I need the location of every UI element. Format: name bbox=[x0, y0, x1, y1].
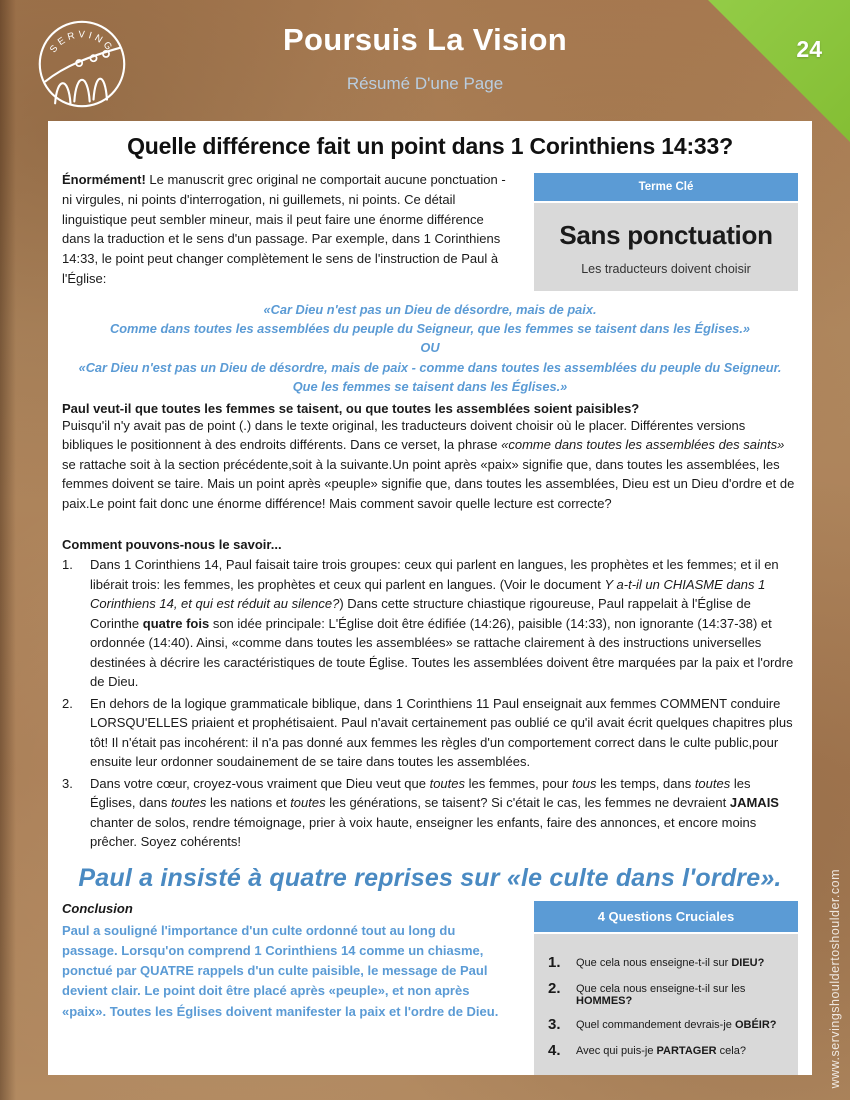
crucial-questions-box bbox=[534, 901, 798, 1075]
conclusion-section bbox=[62, 901, 512, 1075]
question-item bbox=[548, 1042, 788, 1059]
quote-line: Que les femmes se taisent dans les Églises.» bbox=[292, 378, 568, 394]
content-sheet bbox=[48, 121, 812, 1075]
list-item-text: En dehors de la logique grammaticale biblique, dans 1 Corinthiens 11 Paul enseignait aux femmes COMMENT conduire LORSQU'ELLES priaient et prophétisaient. Paul n'avait certainement pas oublié ce qu'il avait écrit quelques chapitres plus tôt! Il n'était pas incohérent: il n'a pas donné aux femmes les règles d'un comportement correct dans le culte public,pour ensuite leur ordonner soudainement de se taire dans toutes les assemblées. bbox=[90, 695, 793, 770]
list-item-text: Dans 1 Corinthiens 14, Paul faisait taire trois groupes: ceux qui parlent en langues, les prophètes et les femmes; et il en libérait trois: les femmes, les prophètes et ceux qui parlent en langues. (Voir le document Y a-t-il un CHIASME dans 1 Corinthiens 14, et qui est réduit au silence?) Dans cette structure chiastique rigoureuse, Paul rappelait à l'Église de Corinthe quatre fois son idée principale: L'Église doit être édifiée (14:26), paisible (14:33), non ignorante (14:37-38) et ordonnée (14:40). Ainsi, «comme dans toutes les assemblées» se rattache clairement à des instructions universelles destinées à décrire les caractéristiques de toute Église. Toutes les assemblées doivent être marquées par la paix et l'ordre de Dieu. bbox=[90, 557, 794, 690]
question-heading: Paul veut-il que toutes les femmes se taisent, ou que toutes les assemblées soient paisibles? bbox=[62, 400, 640, 416]
quote-line-ou: OU bbox=[420, 340, 440, 356]
questions-box-header: 4 Questions Cruciales bbox=[534, 901, 798, 932]
question-number: 4. bbox=[548, 1041, 561, 1059]
question-item bbox=[548, 980, 788, 1007]
intro-paragraph: Énormément! Le manuscrit grec original ne comportait aucune ponctuation - ni virgules, ni points d'interrogation, ni guillemets, ni points. Ce détail linguistique peut sembler mineur, mais il peut faire une énorme différence dans la traduction et le sens d'un passage. Par exemple, dans 1 Corinthiens 14:33, le point peut changer complètement le sens de l'instruction de Paul à l'Église: bbox=[62, 172, 506, 286]
key-term-box bbox=[534, 173, 798, 291]
list-item-number: 3. bbox=[62, 775, 73, 791]
key-term-box-header: Terme Clé bbox=[534, 173, 798, 201]
question-item bbox=[548, 1016, 788, 1033]
document-title: Quelle différence fait un point dans 1 Corinthiens 14:33? bbox=[127, 133, 733, 159]
quote-line: Comme dans toutes les assemblées du peuple du Seigneur, que les femmes se taisent dans les Églises.» bbox=[109, 321, 751, 337]
question-text: Que cela nous enseigne-t-il sur DIEU? bbox=[576, 956, 765, 969]
big-blue-heading: Paul a insisté à quatre reprises sur «le culte dans l'ordre». bbox=[78, 863, 782, 892]
page-title: Poursuis La Vision bbox=[283, 22, 567, 57]
question-number: 2. bbox=[548, 979, 561, 997]
question-text: Quel commandement devrais-je OBÉIR? bbox=[576, 1018, 777, 1031]
questions-list bbox=[548, 954, 788, 1059]
how-know-heading: Comment pouvons-nous le savoir... bbox=[62, 537, 282, 553]
list-item-number: 1. bbox=[62, 557, 73, 573]
website-url-vertical: www.servingshouldertoshoulder.com bbox=[828, 868, 842, 1088]
svg-text:SERVING: SERVING bbox=[47, 29, 117, 56]
list-item bbox=[62, 555, 798, 692]
quote-line: «Car Dieu n'est pas un Dieu de désordre, mais de paix - comme dans toutes les assemblées du peuple du Seigneur. bbox=[78, 359, 782, 375]
reasons-list bbox=[62, 555, 798, 852]
list-item-number: 2. bbox=[62, 695, 73, 711]
question-number: 1. bbox=[548, 953, 561, 971]
question-number: 3. bbox=[548, 1015, 561, 1033]
question-text: Avec qui puis-je PARTAGER cela? bbox=[576, 1044, 746, 1057]
conclusion-text: Paul a souligné l'importance d'un culte ordonné tout au long du passage. Lorsqu'on comprend 1 Corinthiens 14 comme un chiasme, ponctué par QUATRE rappels d'un culte paisible, le message de Paul devient clair. Le point doit être placé après «peuple», et non après «paix». Toutes les Églises doivent manifester la paix et l'ordre de Dieu. bbox=[62, 922, 499, 1019]
key-term-subtitle: Les traducteurs doivent choisir bbox=[581, 262, 751, 276]
key-term-box-body bbox=[534, 203, 798, 291]
bottom-row bbox=[62, 901, 798, 1075]
list-item bbox=[62, 774, 798, 852]
scripture-quote-block bbox=[62, 300, 798, 396]
list-item-text: Dans votre cœur, croyez-vous vraiment que Dieu veut que toutes les femmes, pour tous les temps, dans toutes les Églises, dans toutes les nations et toutes les générations, se taisent? Si c'était le cas, les femmes ne devraient JAMAIS chanter de solos, rendre témoignage, prier à voix haute, enseigner les enfants, faire des annonces, et encore moins prêcher. Soyez cohérents! bbox=[90, 775, 779, 850]
question-text: Que cela nous enseigne-t-il sur les HOMMES? bbox=[576, 982, 746, 1007]
intro-row bbox=[62, 170, 798, 291]
questions-box-body bbox=[534, 934, 798, 1075]
question-item bbox=[548, 954, 788, 971]
list-item bbox=[62, 694, 798, 772]
page-number: 24 bbox=[796, 36, 822, 62]
quote-line: «Car Dieu n'est pas un Dieu de désordre, mais de paix. bbox=[263, 302, 597, 317]
explanation-paragraph: Puisqu'il n'y avait pas de point (.) dans le texte original, les traducteurs doivent choisir où le placer. Différentes versions bibliques le positionnent à des endroits différents. Dans ce verset, la phrase «comme dans toutes les assemblées des saints» se rattache soit à la section précédente,soit à la suivante.Un point après «paix» signifie que, dans toutes les assemblées, les femmes doivent se taire. Mais un point après «peuple» signifie que, dans toutes les assemblées, Dieu est un Dieu d'ordre et de paix.Le point fait donc une énorme différence! Mais comment savoir quelle lecture est correcte? bbox=[62, 417, 795, 511]
key-term-value: Sans ponctuation bbox=[559, 220, 773, 250]
page-subtitle: Résumé D'une Page bbox=[346, 74, 504, 93]
conclusion-label: Conclusion bbox=[62, 900, 133, 916]
